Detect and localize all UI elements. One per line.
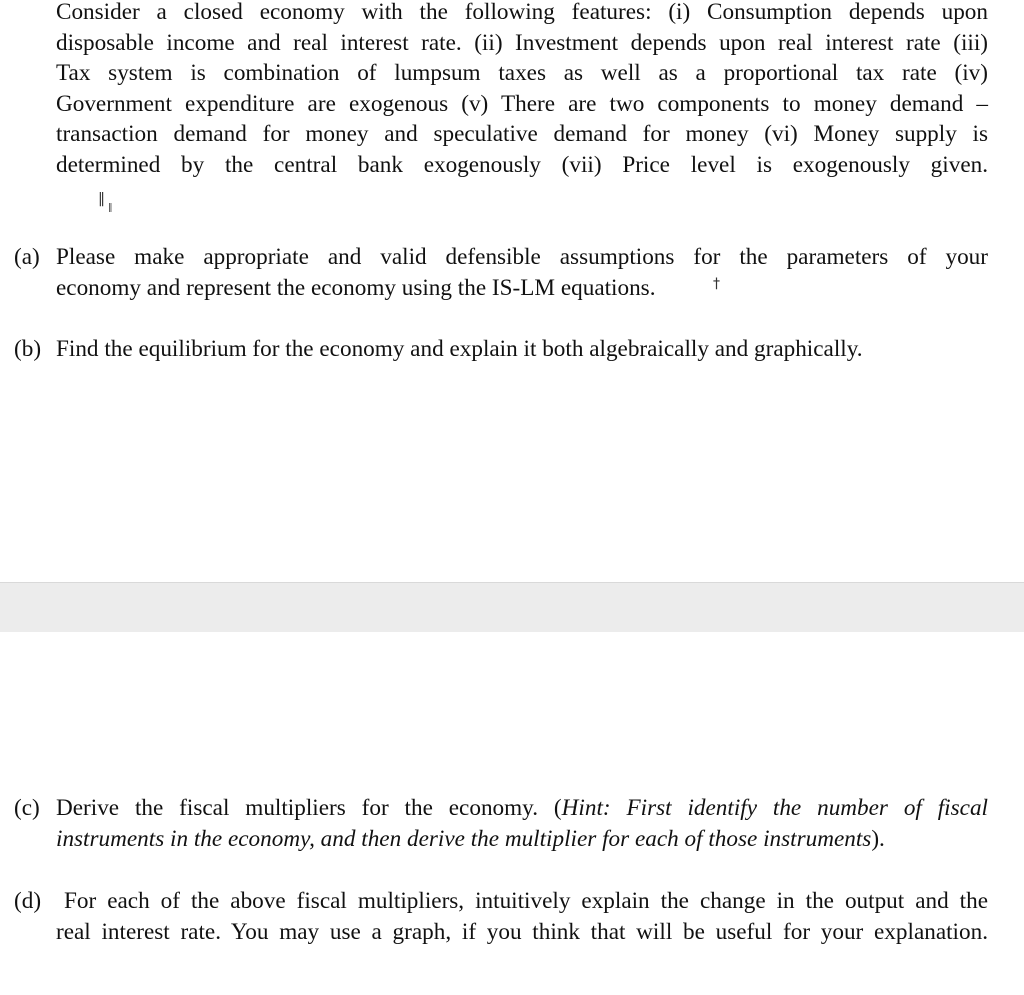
intro-line: Government expenditure are exogenous (v) There are two components to money demand –	[56, 90, 988, 117]
intro-line: Tax system is combination of lumpsum taxes as well as a proportional tax rate (iv)	[56, 60, 988, 86]
question-c-label: (c)	[14, 795, 40, 821]
question-a-label: (a)	[14, 244, 40, 270]
question-d-line: For each of the above fiscal multipliers, intuitively explain the change in the output and the	[64, 888, 988, 914]
question-a-line: economy and represent the economy using the IS-LM equations.	[56, 274, 656, 301]
intro-paragraph	[56, 0, 988, 180]
question-c-line1-text: Derive the fiscal multipliers for the economy. (	[56, 795, 562, 821]
page-separator	[0, 582, 1024, 634]
question-b-line: Find the equilibrium for the economy and explain it both algebraically and graphically.	[56, 336, 863, 362]
scan-artifact-mark: †	[713, 276, 720, 292]
question-d-label: (d)	[14, 888, 42, 914]
scan-artifact-mark: ‖	[98, 191, 105, 207]
intro-line: determined by the central bank exogenously (vii) Price level is exogenously given.	[56, 151, 988, 178]
question-c-line	[56, 824, 988, 855]
question-c-line2-end: ).	[871, 825, 885, 852]
intro-line: Consider a closed economy with the following features: (i) Consumption depends upon	[56, 0, 988, 25]
question-b-text	[56, 334, 988, 365]
question-c-line	[56, 793, 988, 824]
intro-line: transaction demand for money and speculative demand for money (vi) Money supply is	[56, 121, 988, 147]
document-page-bottom	[0, 632, 1024, 995]
question-b-label: (b)	[14, 336, 42, 362]
intro-line: disposable income and real interest rate. (ii) Investment depends upon real interest rate (iii)	[56, 29, 988, 56]
question-c-text	[56, 793, 988, 854]
question-c-hint-text: instruments in the economy, and then derive the multiplier for each of those instruments	[56, 825, 872, 852]
scan-artifact-mark: ‖	[108, 203, 113, 213]
question-d-line: real interest rate. You may use a graph, if you think that will be useful for your explanation.	[56, 918, 988, 945]
question-a-line: Please make appropriate and valid defensible assumptions for the parameters of your	[56, 244, 988, 270]
question-d-text	[56, 886, 988, 947]
question-c-hint-text: Hint: First identify the number of fiscal	[561, 795, 988, 821]
question-a-text	[56, 242, 988, 303]
